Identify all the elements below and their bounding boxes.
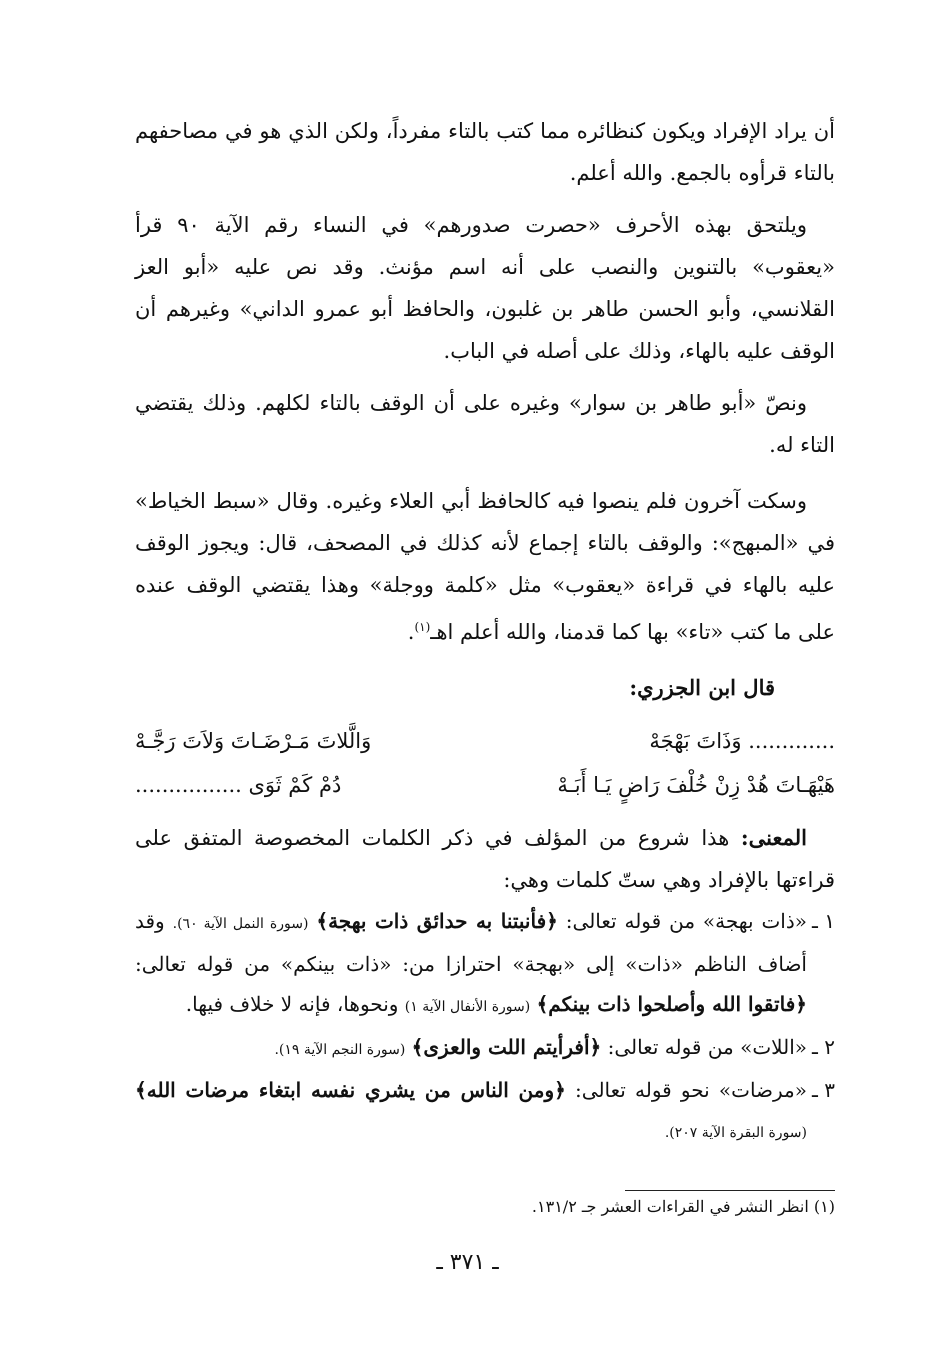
- paragraph-4-end: .: [407, 620, 415, 644]
- paragraph-2: ويلتحق بهذه الأحرف «حصرت صدورهم» في النساء رقم الآية ٩٠ قرأ «يعقوب» بالتنوين والنصب على أنه اسم مؤنث. وقد نص عليه «أبو العز القلانسي، وأبو الحسن طاهر بن غلبون، والحافظ أبو عمرو الداني» وغيرهم أن الوقف عليه بالهاء، وذلك على أصله في الباب.: [135, 213, 835, 363]
- list-item-1-number: ١ ـ: [812, 909, 836, 933]
- verse-line-2: [135, 763, 835, 807]
- meaning-label: المعنى:: [740, 825, 807, 850]
- list-item-2-intro: «اللات» من قوله تعالى:: [607, 1035, 807, 1059]
- verse-1-left: وَالَّلاتَ مَـرْضَـاتَ وَلاَتَ رَجَّـهْ: [135, 729, 372, 753]
- verse-2-dots: ................: [135, 773, 242, 797]
- verse-line-1: [135, 719, 835, 763]
- list-item-3-intro: «مرضات» نحو قوله تعالى:: [575, 1078, 808, 1102]
- list-item-1-intro: «ذات بهجة» من قوله تعالى:: [565, 909, 808, 933]
- list-item-2-number: ٢ ـ: [812, 1035, 835, 1059]
- paragraph-4-text: وسكت آخرون فلم ينصوا فيه كالحافظ أبي العلاء وغيره. وقال «سبط الخياط» في «المبهج»: والوقف بالتاء إجماع لأنه كذلك في المصحف، قال: ويجوز الوقف عليه بالهاء في قراءة «يعقوب» مثل «كلمة ووجلة» وهذا يقتضي الوقف عنده على ما كتب «تاء» بها كما قدمنا، والله أعلم اهـ: [135, 489, 835, 644]
- paragraph-4: [135, 480, 835, 653]
- verse-2-left: [135, 763, 465, 807]
- footnote: (١) انظر النشر في القراءات العشر جـ ١٣١/٢.: [531, 1197, 835, 1216]
- verse-1-right: [505, 719, 835, 763]
- verse-2-left-text: دُمْ كَمْ ثَوَى: [248, 773, 342, 797]
- paragraph-1: أن يراد الإفراد ويكون كنظائره مما كتب بالتاء مفرداً، ولكن الذي هو في مصاحفهم بالتاء قرأوه بالجمع. والله أعلم.: [135, 119, 835, 185]
- list-item-1: [135, 901, 835, 1027]
- list-item-3-number: ٣ ـ: [812, 1078, 836, 1102]
- meaning-text: هذا شروع من المؤلف في ذكر الكلمات المخصوصة المتفق على قراءتها بالإفراد وهي ستّ كلمات وهي:: [135, 826, 835, 892]
- page-number: ـ ٣٧١ ـ: [436, 1250, 499, 1275]
- list-item-1-text: وقد أضاف الناظم «ذات» إلى «بهجة» احترازا من: «ذات بينكم» من قوله تعالى:: [135, 909, 807, 976]
- list-item-3: [135, 1070, 835, 1153]
- verse-1-right-text: وَذَاتَ بَهْجَهْ: [649, 729, 742, 753]
- paragraph-3: ونصّ «أبو طاهر بن سوار» وغيره على أن الوقف بالتاء لكلهم. وذلك يقتضي التاء له.: [135, 391, 835, 457]
- verse-heading: قال ابن الجزري:: [629, 675, 775, 700]
- list-item-1-ref-2: (سورة الأنفال الآية ١): [404, 999, 531, 1015]
- list-item-1-ref: (سورة النمل الآية ٦٠).: [172, 916, 309, 932]
- list-item-2-verse: ﴿أفرأيتم اللت والعزى﴾: [411, 1035, 602, 1059]
- meaning-paragraph: [135, 817, 835, 901]
- list-item-1-verse-2: ﴿فاتقوا الله وأصلحوا ذات بينكم﴾: [536, 992, 807, 1016]
- main-text: [135, 110, 835, 1153]
- footnote-separator: [625, 1190, 835, 1191]
- list-item-3-verse: ﴿ومن الناس من يشري نفسه ابتغاء مرضات الله﴾: [135, 1078, 566, 1102]
- footnote-marker: (١): [414, 620, 431, 634]
- list-item-2-ref: (سورة النجم الآية ١٩).: [274, 1042, 406, 1058]
- list-item-1-end: ونحوها، فإنه لا خلاف فيها.: [185, 992, 399, 1016]
- list-item-1-verse: ﴿فأنبتنا به حدائق ذات بهجة﴾: [316, 909, 558, 933]
- verse-1-dots: .............: [748, 729, 835, 753]
- list-item-2: [135, 1027, 835, 1070]
- verse-2-right: هَيْهَـاتَ هُدْ زِنْ خُلْفَ رَاضٍ يَـا أَبَـهْ: [557, 773, 835, 797]
- list-item-3-ref: (سورة البقرة الآية ٢٠٧).: [664, 1125, 807, 1141]
